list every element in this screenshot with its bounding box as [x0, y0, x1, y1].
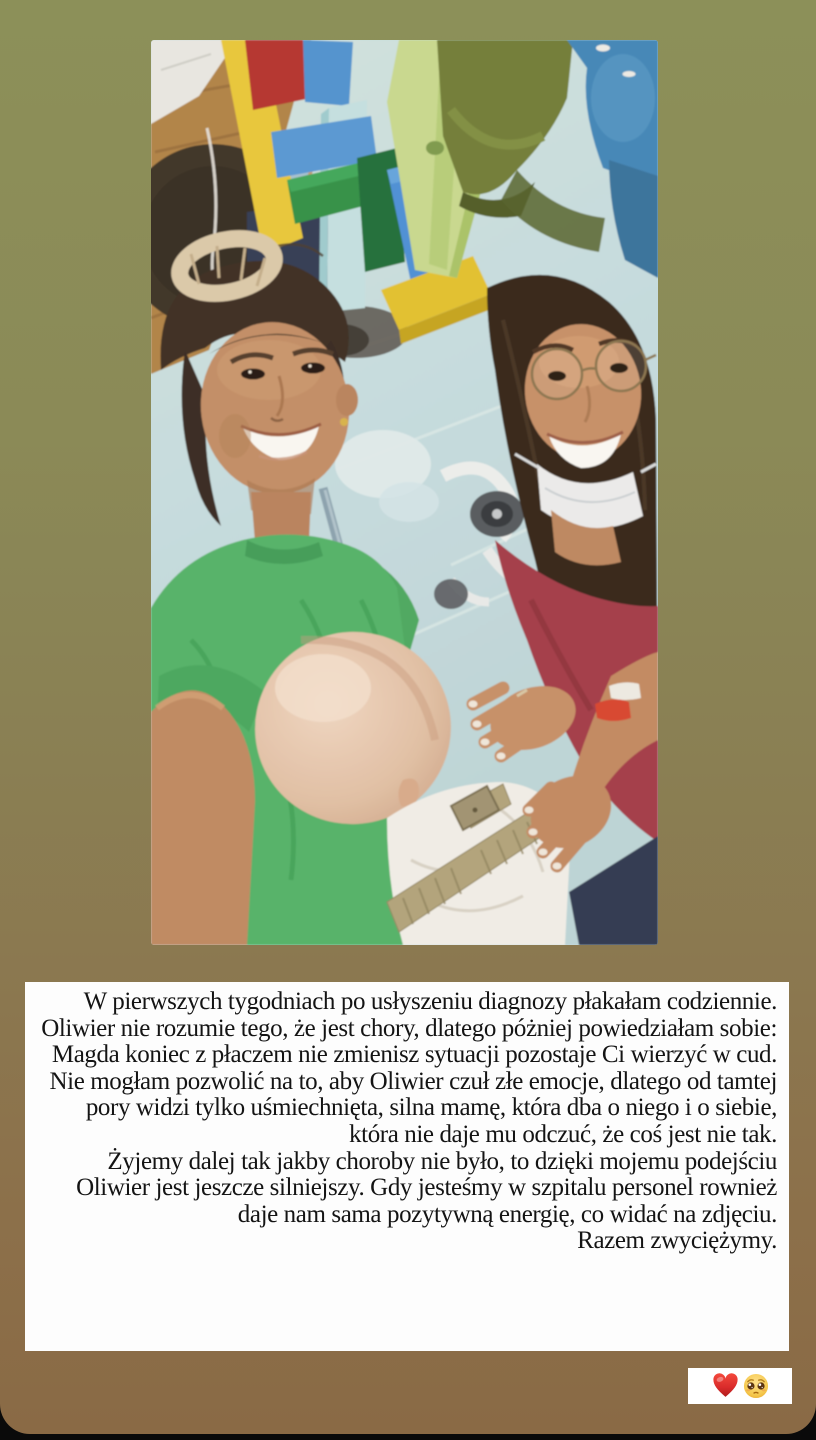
playroom-selfie-illustration [151, 40, 658, 945]
caption-paragraph: Oliwier nie rozumie tego, że jest chory, dlatego póżniej powiedziałam sobie: [41, 1014, 777, 1042]
caption-paragraph: Nie mogłam pozwolić na to, aby Oliwier czuł złe emocje, dlatego od tamtej pory widzi tylko uśmiechnięta, silna mamę, która dba o niego i o siebie, która nie daje mu odczuć, że coś jest nie tak. [49, 1067, 777, 1148]
caption-card [25, 982, 789, 1351]
caption-paragraph: Magda koniec z płaczem nie zmienisz sytuacji pozostaje Ci wierzyć w cud. [51, 1041, 777, 1069]
red-heart-icon [711, 1372, 740, 1400]
emoji-sticker [688, 1368, 792, 1404]
caption-paragraph: Żyjemy dalej tak jakby choroby nie było, to dzięki mojemu podejściu Oliwier jest jeszcze silniejszy. Gdy jesteśmy w szpitalu personel rownież daje nam sama pozytywną energię, co widać na zdjęciu. [76, 1147, 777, 1228]
story-photo [151, 40, 658, 945]
caption-paragraph: W pierwszych tygodniach po usłyszeniu diagnozy płakałam codziennie. [83, 988, 777, 1015]
caption-paragraph: Razem zwyciężymy. [577, 1227, 777, 1255]
pleading-face-icon [742, 1372, 770, 1400]
